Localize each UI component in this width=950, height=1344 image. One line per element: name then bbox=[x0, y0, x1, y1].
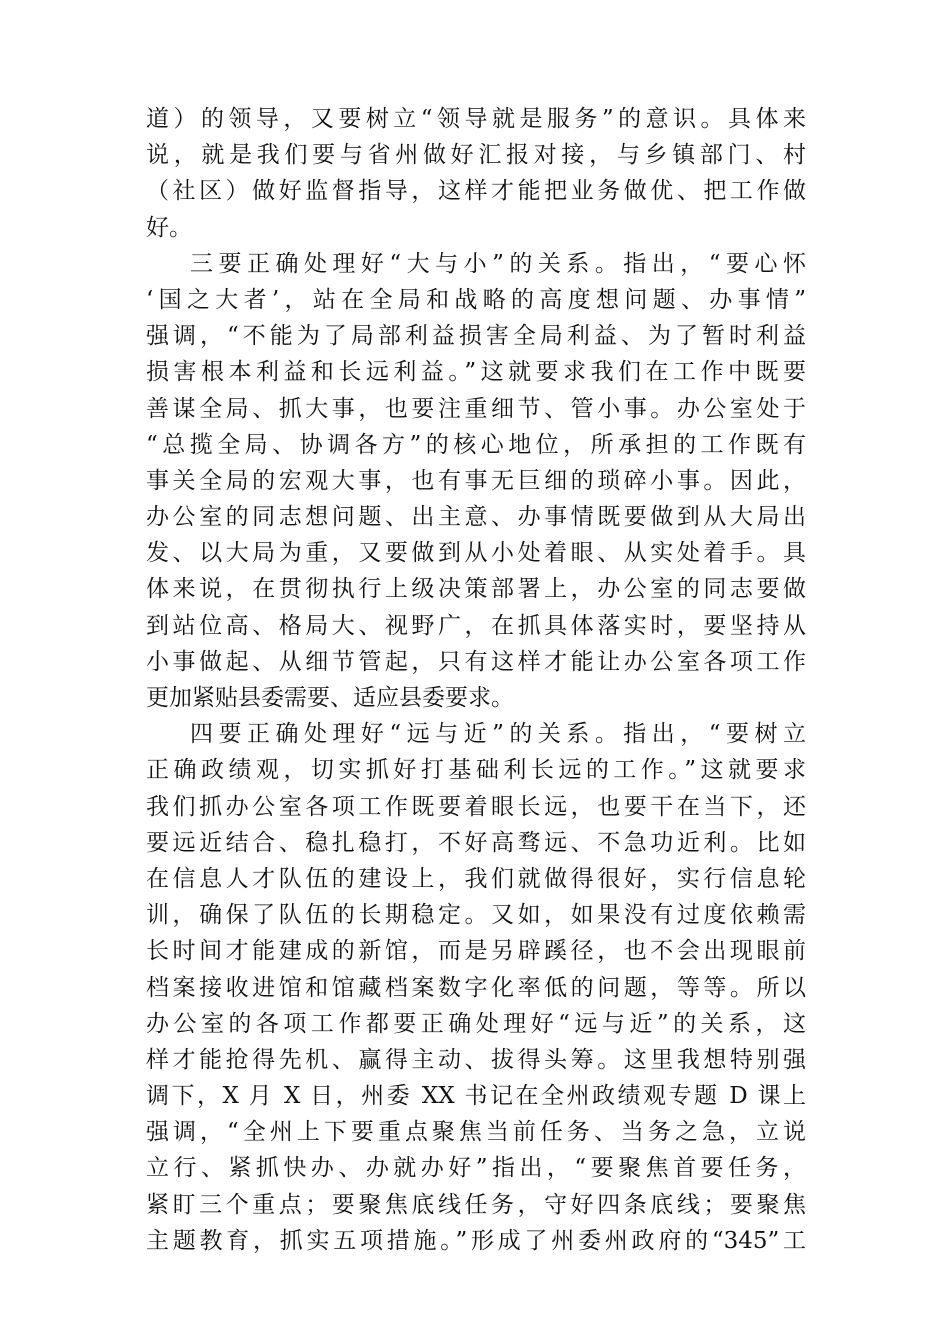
text-line: 档案接收进馆和馆藏档案数字化率低的问题，等等。所以 bbox=[146, 974, 806, 1001]
text-line: 办公室的同志想问题、出主意、办事情既要做到从大局出 bbox=[146, 504, 806, 531]
text-line: 善谋全局、抓大事，也要注重细节、管小事。办公室处于 bbox=[146, 395, 806, 422]
text-line: “总揽全局、协调各方”的核心地位，所承担的工作既有 bbox=[146, 431, 806, 458]
text-line: 发、以大局为重，又要做到从小处着眼、从实处着手。具 bbox=[146, 540, 806, 567]
text-line: 调下，X 月 X 日，州委 XX 书记在全州政绩观专题 D 课上 bbox=[146, 1083, 806, 1110]
text-line: 好。 bbox=[146, 214, 192, 241]
text-line: 道）的领导，又要树立“领导就是服务”的意识。具体来 bbox=[146, 106, 806, 132]
text-line: 正确政绩观，切实抓好打基础利长远的工作。”这就要求 bbox=[146, 757, 806, 784]
text-line: 四要正确处理好“远与近”的关系。指出，“要树立 bbox=[190, 721, 806, 748]
text-line: 样才能抢得先机、赢得主动、拔得头筹。这里我想特别强 bbox=[146, 1046, 806, 1073]
text-line: 立行、紧抓快办、办就办好”指出，“要聚焦首要任务， bbox=[146, 1155, 806, 1182]
text-line: （社区）做好监督指导，这样才能把业务做优、把工作做 bbox=[146, 178, 806, 205]
text-line: 强调，“不能为了局部利益损害全局利益、为了暂时利益 bbox=[146, 323, 806, 350]
paragraph-big-and-small bbox=[146, 246, 806, 716]
text-line: 主题教育，抓实五项措施。”形成了州委州政府的“345”工 bbox=[146, 1227, 806, 1254]
text-line: 办公室的各项工作都要正确处理好“远与近”的关系，这 bbox=[146, 1010, 806, 1037]
text-line: 强调，“全州上下要重点聚焦当前任务、当务之急，立说 bbox=[146, 1119, 806, 1146]
text-line: 我们抓办公室各项工作既要着眼长远，也要干在当下，还 bbox=[146, 793, 806, 820]
text-line: ‘国之大者’，站在全局和战略的高度想问题、办事情” bbox=[146, 286, 806, 313]
text-line: 更加紧贴县委需要、适应县委要求。 bbox=[146, 685, 514, 711]
text-line: 长时间才能建成的新馆，而是另辟蹊径，也不会出现眼前 bbox=[146, 938, 806, 965]
text-line: 三要正确处理好“大与小”的关系。指出，“要心怀 bbox=[190, 250, 806, 277]
text-line: 训，确保了队伍的长期稳定。又如，如果没有过度依赖需 bbox=[146, 902, 806, 929]
text-line: 体来说，在贯彻执行上级决策部署上，办公室的同志要做 bbox=[146, 576, 806, 603]
text-line: 事关全局的宏观大事，也有事无巨细的琐碎小事。因此， bbox=[146, 467, 806, 494]
text-line: 到站位高、格局大、视野广，在抓具体落实时，要坚持从 bbox=[146, 612, 806, 639]
paragraph-continuation bbox=[146, 101, 806, 246]
text-line: 损害根本利益和长远利益。”这就要求我们在工作中既要 bbox=[146, 359, 806, 386]
text-line: 紧盯三个重点；要聚焦底线任务，守好四条底线；要聚焦 bbox=[146, 1191, 806, 1218]
text-line: 要远近结合、稳扎稳打，不好高骛远、不急功近利。比如 bbox=[146, 829, 806, 856]
text-line: 小事做起、从细节管起，只有这样才能让办公室各项工作 bbox=[146, 648, 806, 675]
text-line: 说，就是我们要与省州做好汇报对接，与乡镇部门、村 bbox=[146, 142, 806, 169]
text-line: 在信息人才队伍的建设上，我们就做得很好，实行信息轮 bbox=[146, 865, 806, 892]
paragraph-far-and-near bbox=[146, 716, 806, 1259]
body-text bbox=[146, 101, 806, 1259]
